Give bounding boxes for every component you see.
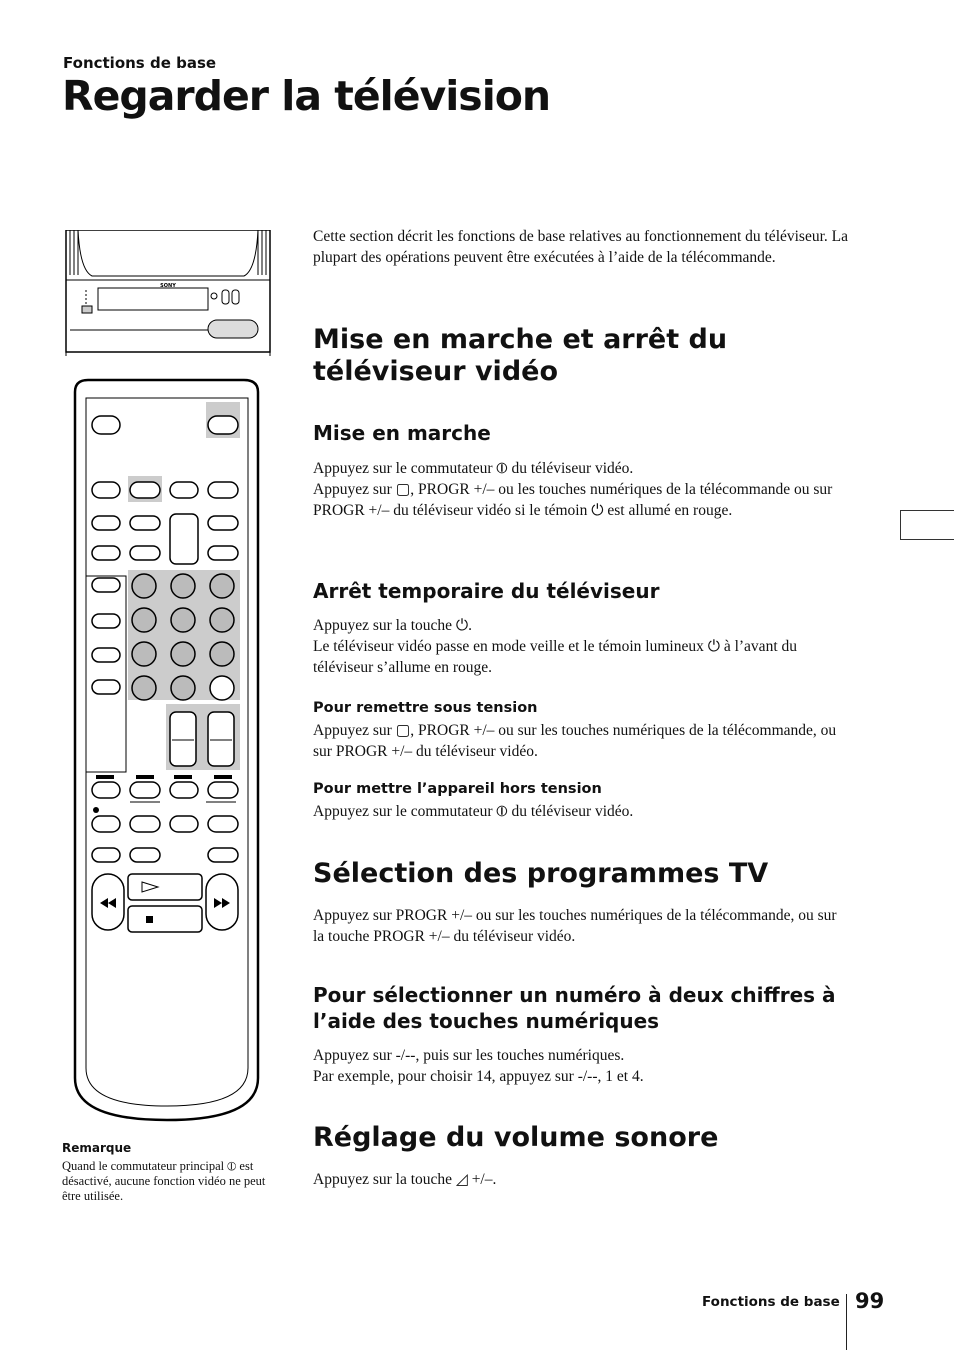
- heading-resume: Pour remettre sous tension: [313, 700, 538, 716]
- programs-text: Appuyez sur PROGR +/– ou sur les touches numériques de la télécommande, ou sur la touche PROGR +/– du téléviseur vidéo.: [313, 907, 837, 945]
- remark-text: Quand le commutateur principal ⦶ est désactivé, aucune fonction vidéo ne peut être utilisée.: [62, 1159, 266, 1203]
- footer-divider: [846, 1294, 847, 1350]
- page-number: 99: [855, 1289, 885, 1313]
- intro-paragraph: Cette section décrit les fonctions de base relatives au fonctionnement du téléviseur. La plupart des opérations peuvent être exécutées à l’aide de la télécommande.: [313, 228, 848, 266]
- heading-two-digit: Pour sélectionner un numéro à deux chiffres à l’aide des touches numériques: [313, 983, 836, 1033]
- heading-power-off: Pour mettre l’appareil hors tension: [313, 781, 602, 797]
- tv-illustration: [62, 230, 274, 356]
- power-off-text: Appuyez sur le commutateur ⦶ du téléviseur vidéo.: [313, 803, 634, 820]
- remote-control-illustration: [72, 378, 262, 1123]
- heading-power: Mise en marche et arrêt du téléviseur vidéo: [313, 324, 728, 387]
- section-label: Fonctions de base: [63, 54, 217, 72]
- standby-text: Appuyez sur la touche ⏻. Le téléviseur vidéo passe en mode veille et le témoin lumineux ⏻ à l’avant du téléviseur s’allume en rouge.: [313, 617, 797, 676]
- volume-text: Appuyez sur la touche ◿ +/–.: [313, 1171, 497, 1188]
- heading-programs: Sélection des programmes TV: [313, 858, 769, 889]
- power-on-text: Appuyez sur le commutateur ⦶ du téléviseur vidéo. Appuyez sur ▢, PROGR +/– ou les touches numériques de la télécommande ou sur PROGR +/– du téléviseur vidéo si le témoin ⏻ est allumé en rouge.: [313, 460, 833, 519]
- heading-standby: Arrêt temporaire du téléviseur: [313, 579, 660, 603]
- page-title: Regarder la télévision: [62, 72, 551, 120]
- two-digit-text: Appuyez sur -/--, puis sur les touches numériques. Par exemple, pour choisir 14, appuyez sur -/--, 1 et 4.: [313, 1047, 644, 1085]
- heading-power-on: Mise en marche: [313, 421, 491, 445]
- resume-text: Appuyez sur ▢, PROGR +/– ou sur les touches numériques de la télécommande, ou sur PROGR +/– du téléviseur vidéo.: [313, 722, 837, 760]
- remark-title: Remarque: [62, 1141, 132, 1155]
- tv-brand-label: SONY: [160, 283, 176, 289]
- side-tab-marker: [900, 510, 954, 540]
- footer-section-label: Fonctions de base: [702, 1294, 840, 1310]
- heading-volume: Réglage du volume sonore: [313, 1122, 719, 1153]
